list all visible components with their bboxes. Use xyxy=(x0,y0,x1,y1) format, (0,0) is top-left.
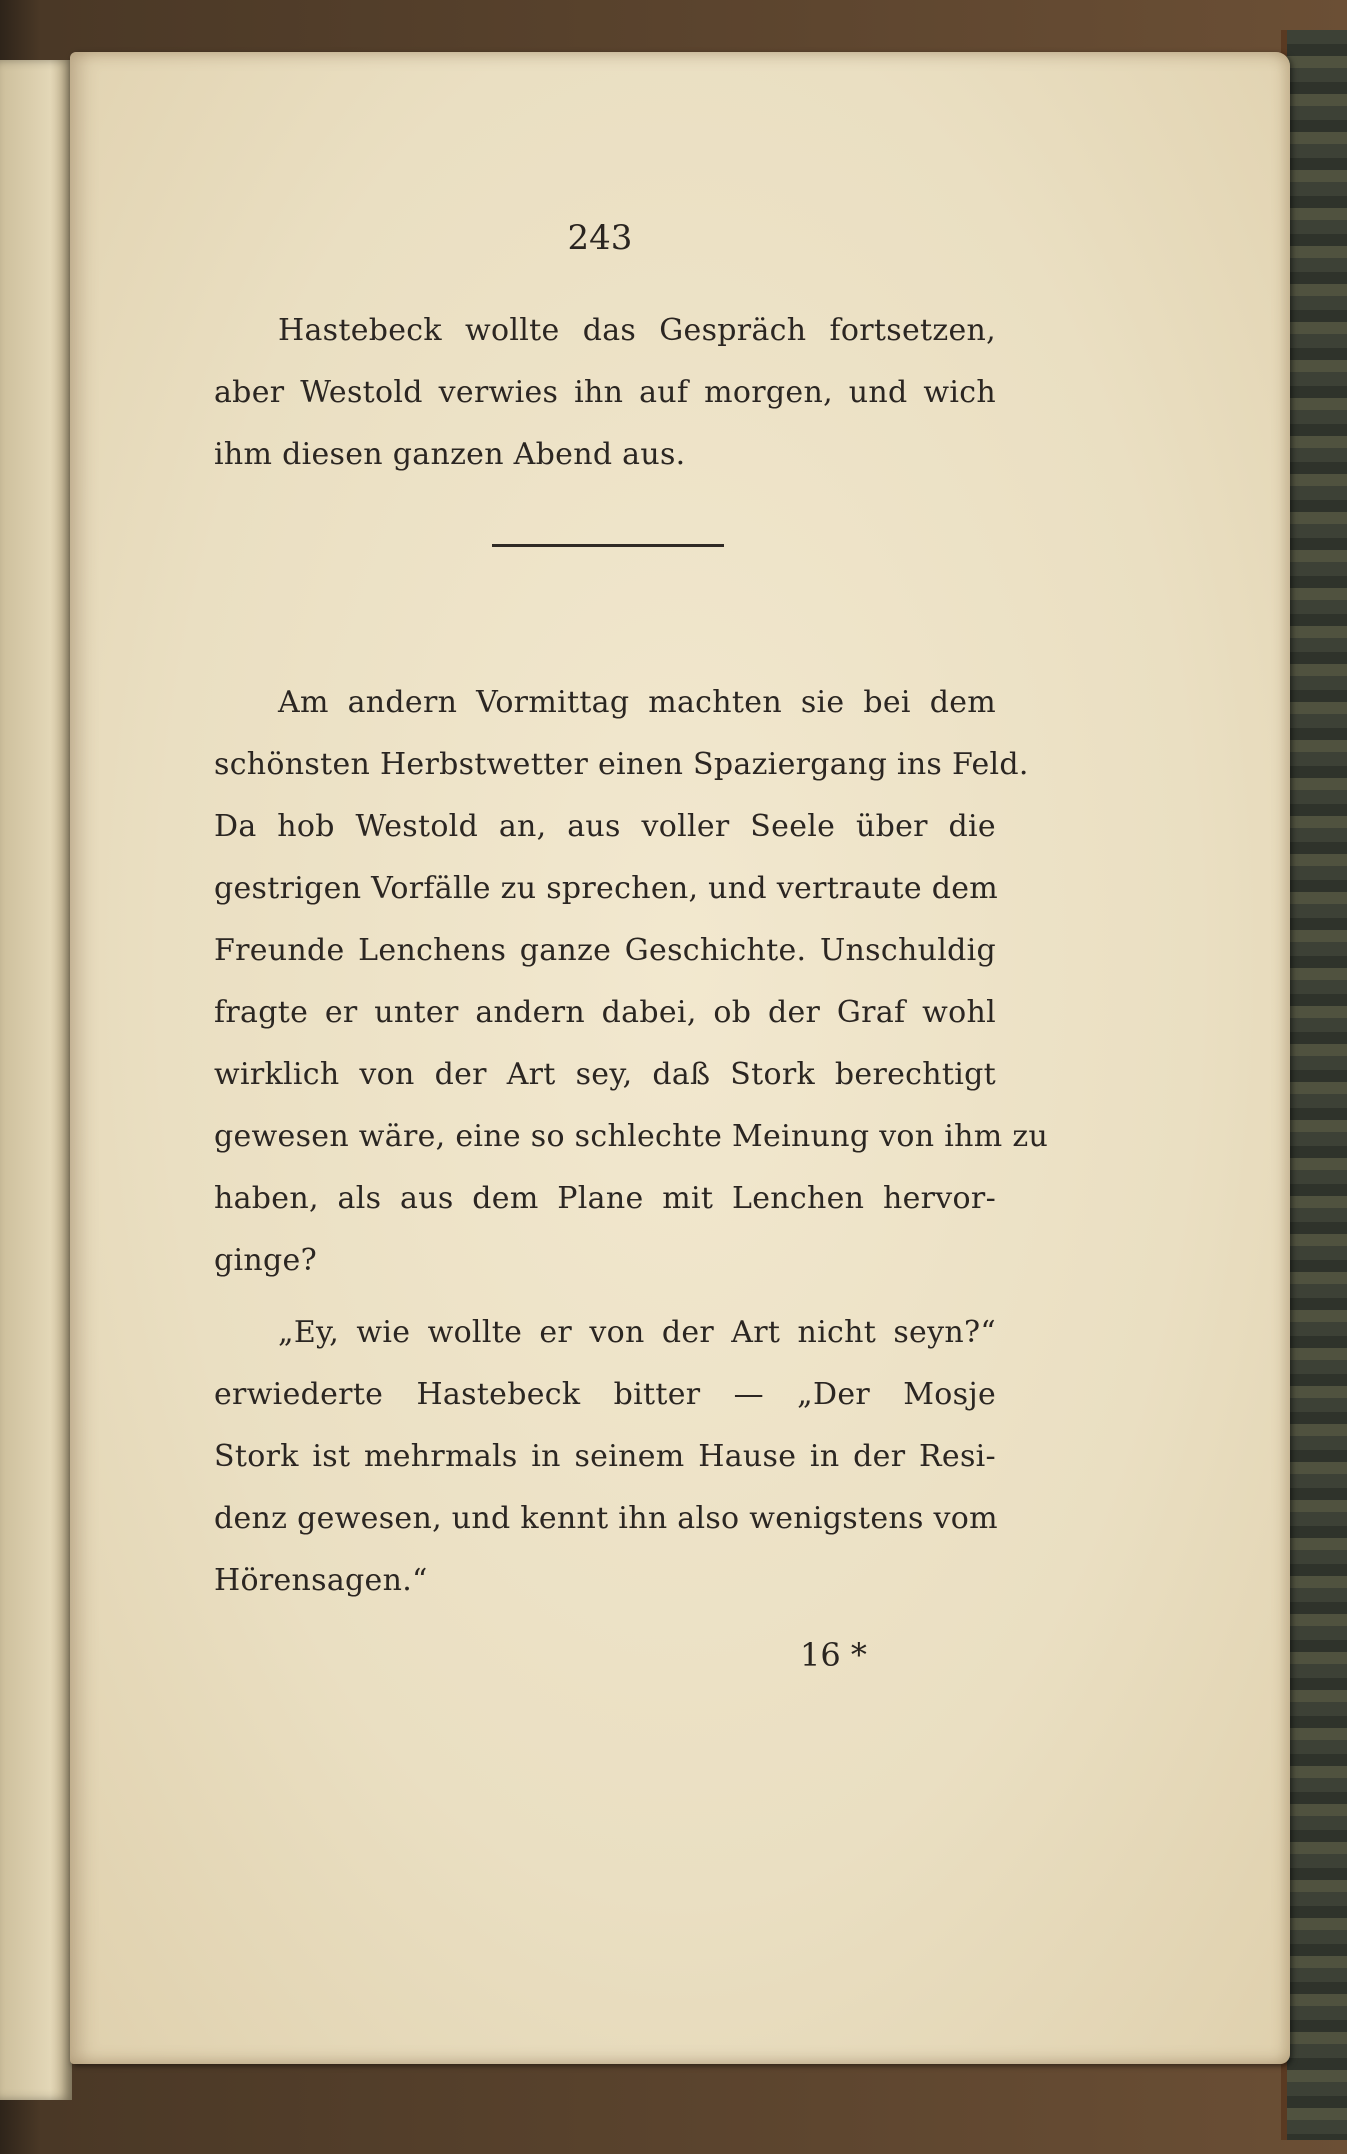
paragraph-1 xyxy=(214,300,996,486)
page-number: 243 xyxy=(567,218,633,258)
text-line: wirklich von der Art sey, daß Stork berechtigt xyxy=(214,1057,996,1092)
left-page-edge xyxy=(0,60,72,2100)
section-divider xyxy=(492,544,724,547)
text-line: Am andern Vormittag machten sie bei dem xyxy=(278,685,996,720)
signature-mark: 16 * xyxy=(800,1636,867,1674)
text-line: ginge? xyxy=(214,1243,317,1278)
text-line: Stork ist mehrmals in seinem Hause in der Resi- xyxy=(214,1439,996,1474)
text-line: Hörensagen.“ xyxy=(214,1563,428,1598)
book-binding-edge xyxy=(1281,30,1347,2140)
text-line: schönsten Herbstwetter einen Spaziergang ins Feld. xyxy=(214,747,1029,782)
text-line: aber Westold verwies ihn auf morgen, und wich xyxy=(214,375,996,410)
text-line: erwiederte Hastebeck bitter — „Der Mosje xyxy=(214,1377,996,1412)
paragraph-2 xyxy=(214,672,1049,1292)
text-line: Freunde Lenchens ganze Geschichte. Unschuldig xyxy=(214,933,996,968)
text-line: fragte er unter andern dabei, ob der Graf wohl xyxy=(214,995,996,1030)
text-line: „Ey, wie wollte er von der Art nicht seyn?“ xyxy=(278,1315,996,1350)
paragraph-3 xyxy=(214,1302,996,1612)
text-line: ihm diesen ganzen Abend aus. xyxy=(214,437,686,472)
text-line: gestrigen Vorfälle zu sprechen, und vertraute dem xyxy=(214,871,999,906)
text-line: denz gewesen, und kennt ihn also wenigstens vom xyxy=(214,1501,998,1536)
text-line: Da hob Westold an, aus voller Seele über die xyxy=(214,809,996,844)
text-line: Hastebeck wollte das Gespräch fortsetzen, xyxy=(278,313,996,348)
text-line: haben, als aus dem Plane mit Lenchen hervor- xyxy=(214,1181,996,1216)
text-line: gewesen wäre, eine so schlechte Meinung von ihm zu xyxy=(214,1119,1049,1154)
